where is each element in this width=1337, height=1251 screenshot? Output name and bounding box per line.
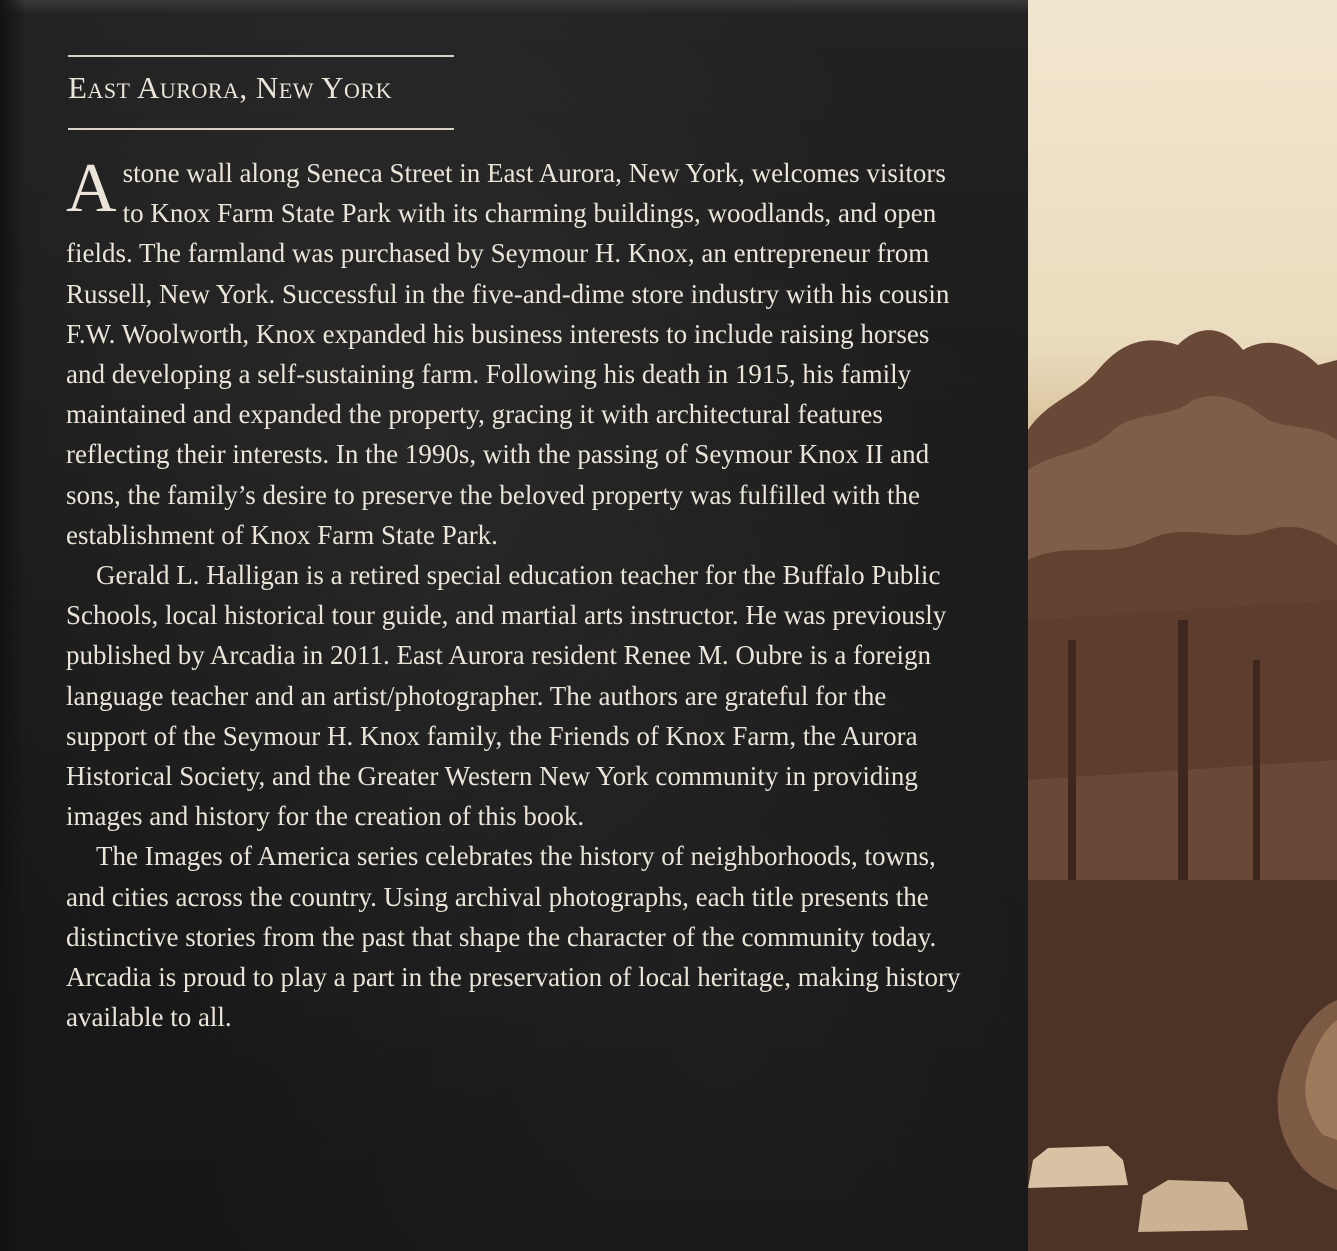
heading-rule-top (68, 55, 454, 57)
paragraph-intro-text: stone wall along Seneca Street in East Aurora, New York, welcomes visitors to Knox Farm State Park with its charming buildings, woodlands, and open fields. The farmland was purchased by Seymour H. Knox, an entrepreneur from Russell, New York. Successful in the five-and-dime store industry with his cousin F.W. Woolworth, Knox expanded his business interests to include raising horses and developing a self-sustaining farm. Following his death in 1915, his family maintained and expanded the property, gracing it with architectural features reflecting their interests. In the 1990s, with the passing of Seymour Knox II and sons, the family’s desire to preserve the beloved property was fulfilled with the establishment of Knox Farm State Park. (66, 158, 950, 550)
tree-trunk (1253, 660, 1260, 880)
panel-left-edge (0, 0, 26, 1251)
panel-top-edge (0, 0, 1028, 14)
page-title: East Aurora, New York (68, 70, 392, 105)
sepia-photograph (1028, 0, 1337, 1251)
car-silhouette (1028, 1146, 1128, 1188)
drop-cap: A (66, 150, 117, 227)
paragraph-authors: Gerald L. Halligan is a retired special education teacher for the Buffalo Public Schools, local historical tour guide, and martial arts instructor. He was previously published by Arcadia in 2011. East Aurora resident Renee M. Oubre is a foreign language teacher and an artist/photographer. The authors are grateful for the support of the Seymour H. Knox family, the Friends of Knox Farm, the Aurora Historical Society, and the Greater Western New York community in providing images and history for the creation of this book. (66, 560, 947, 832)
blurb-text (66, 150, 971, 1037)
paragraph-intro (66, 150, 971, 555)
heading-rule-bottom (68, 128, 454, 130)
tree-trunk (1068, 640, 1076, 880)
paragraph-series: The Images of America series celebrates the history of neighborhoods, towns, and cities across the country. Using archival photographs, each title presents the distinctive stories from the past that shape the character of the community today. Arcadia is proud to play a part in the preservation of local heritage, making history available to all. (66, 841, 961, 1033)
photo-illustration (1028, 0, 1337, 1251)
tree-trunk (1178, 620, 1188, 880)
